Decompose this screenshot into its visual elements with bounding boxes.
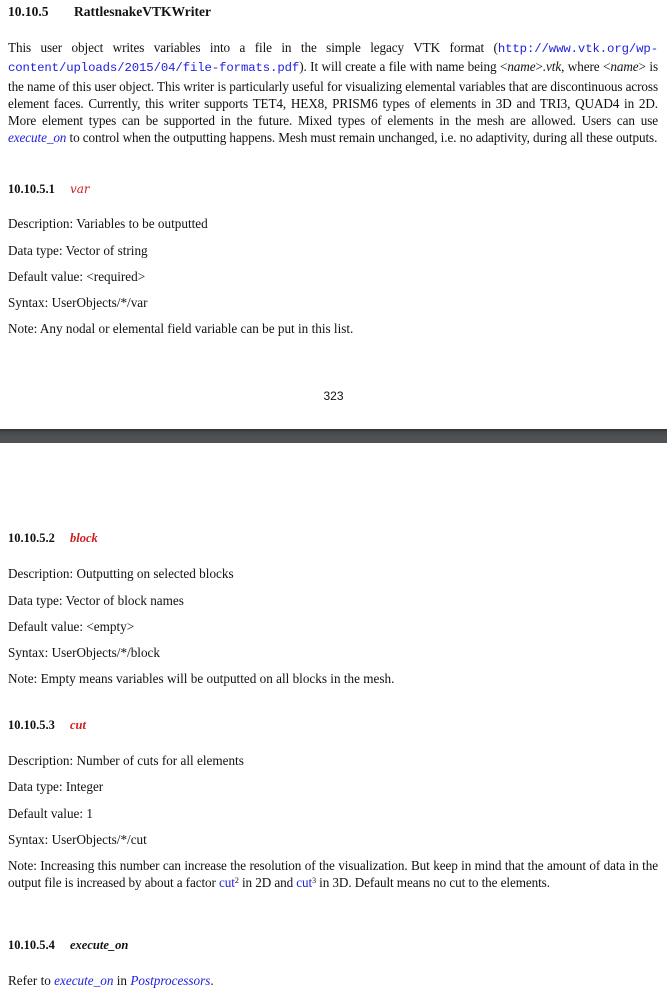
execute-on-link[interactable]: execute_on	[8, 130, 67, 146]
block-default-value: Default value: <empty>	[8, 619, 135, 634]
superscript: 3	[312, 876, 316, 886]
cut-link[interactable]: cut	[219, 875, 235, 891]
var-default-value: Default value: <required>	[8, 269, 146, 284]
param-name: execute_on	[70, 938, 129, 952]
vtk-format-link[interactable]: http://www.vtk.org/wp-content/uploads/2015/04/file-formats.pdf	[8, 42, 658, 76]
page-separator	[0, 429, 667, 443]
text: in	[113, 973, 131, 988]
section-number: 10.10.5	[8, 4, 49, 19]
cut-data-type: Data type: Integer	[8, 779, 104, 794]
page-number: 323	[323, 389, 344, 403]
subsection-heading-var	[8, 182, 90, 197]
cut-note	[8, 857, 658, 892]
block-syntax: Syntax: UserObjects/*/block	[8, 645, 160, 660]
cut-description: Description: Number of cuts for all elements	[8, 753, 244, 768]
text: This user object writes variables into a file in the simple legacy VTK format (	[8, 40, 498, 55]
execute-on-link[interactable]: execute_on	[54, 973, 114, 988]
text: >	[535, 59, 543, 75]
text: .vtk	[542, 59, 562, 75]
text: to control when the outputting happens. Mesh must remain unchanged, i.e. no adaptivity, during all these outputs.	[66, 130, 658, 146]
text: name	[610, 59, 639, 75]
text: ). It will create a file with name being <	[299, 59, 508, 75]
text: Note: Increasing this number can increase the resolution of the visualization. But keep in mind that the amount of data in the output file is increased by about a factor	[8, 858, 658, 891]
text: in 2D and	[238, 875, 297, 891]
section-title: RattlesnakeVTKWriter	[74, 4, 211, 19]
subsection-number: 10.10.5.2	[8, 531, 55, 545]
execute-on-reference	[8, 973, 214, 989]
postprocessors-link[interactable]: Postprocessors	[130, 973, 211, 988]
text: , where <	[561, 59, 611, 75]
block-note: Note: Empty means variables will be outputted on all blocks in the mesh.	[8, 671, 395, 686]
text: .	[210, 973, 214, 988]
subsection-heading-cut	[8, 718, 86, 733]
var-syntax: Syntax: UserObjects/*/var	[8, 295, 148, 310]
var-description: Description: Variables to be outputted	[8, 216, 208, 231]
var-note: Note: Any nodal or elemental field variable can be put in this list.	[8, 321, 354, 336]
intro-paragraph	[8, 39, 658, 147]
subsection-number: 10.10.5.4	[8, 938, 55, 952]
block-description: Description: Outputting on selected blocks	[8, 566, 234, 581]
pdf-page-323	[0, 0, 667, 429]
superscript: 2	[234, 876, 239, 886]
cut-link[interactable]: cut	[296, 875, 313, 891]
param-name: cut	[70, 718, 86, 732]
text: name	[507, 59, 536, 75]
text: > is the name of this user object. This writer is particularly useful for visualizing elemental variables that are discontinuous across element faces. Currently, this writer supports TET4, HEX8, PRISM6 types of elements in 3D and TRI3, QUAD4 in 2D. More element types can be supported in the future. Mixed types of elements in the mesh are allowed. Users can use	[8, 59, 658, 129]
subsection-heading-block	[8, 531, 98, 546]
text: Refer to	[8, 973, 55, 988]
param-name: block	[70, 531, 98, 545]
section-heading	[8, 4, 211, 20]
text: in 3D. Default means no cut to the elements.	[315, 875, 550, 891]
subsection-number: 10.10.5.3	[8, 718, 55, 732]
block-data-type: Data type: Vector of block names	[8, 593, 184, 608]
pdf-page-324	[0, 443, 667, 996]
cut-syntax: Syntax: UserObjects/*/cut	[8, 832, 147, 847]
var-data-type: Data type: Vector of string	[8, 243, 148, 258]
subsection-heading-execute-on	[8, 938, 128, 953]
cut-default-value: Default value: 1	[8, 806, 93, 821]
param-name: var	[70, 182, 90, 196]
subsection-number: 10.10.5.1	[8, 182, 55, 196]
